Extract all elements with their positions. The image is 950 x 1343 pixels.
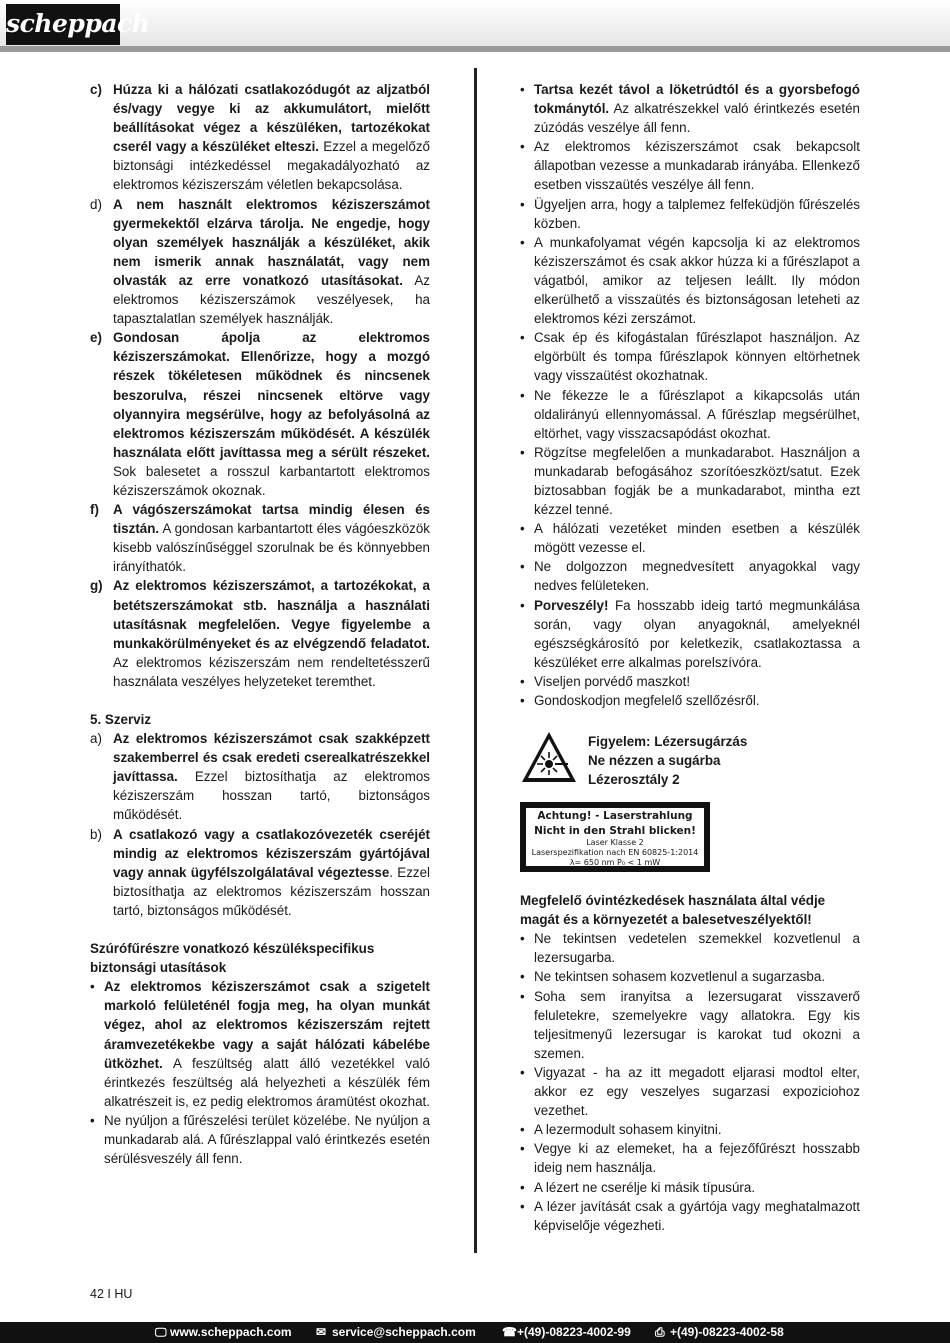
bullet-item: • Az elektromos kéziszerszámot csak bekapcsolt állapotban vezesse a munkadarab irányába. Ellenkező esetben visszaütés veszélye áll fenn. bbox=[520, 139, 860, 193]
column-divider bbox=[474, 68, 477, 1253]
footer-bar bbox=[0, 1322, 950, 1343]
rule-e: e) Gondosan ápolja az elektromos kéziszerszámokat. Ellenőrizze, hogy a mozgó részek tökéletesen működnek és nincsenek beszorulva, részei nincsenek eltörve vagy olyannyira megsérülve, hogy az befolyásolná az elektromos kéziszerszám működését. A készülék használata előtt javíttassa meg a sérült részeket. Sok balesetet a rosszul karbantartott elektromos kéziszerszámok okoznak. bbox=[90, 330, 430, 498]
rule-marker: f) bbox=[90, 502, 99, 518]
bullet-item: • A lézer javítását csak a gyártója vagy meghatalmazott képviselője végezheti. bbox=[520, 1198, 860, 1233]
label-class: Laser Klasse 2 bbox=[586, 838, 644, 848]
page-number: 42 I HU bbox=[90, 1287, 133, 1301]
bullet-item: • A lezermodult sohasem kinyitni. bbox=[520, 1120, 860, 1139]
bullet-item: • Viseljen porvédő maszkot! bbox=[520, 672, 860, 691]
fax-number: +(49)-08223-4002-58 bbox=[670, 1325, 784, 1339]
rule-d: d) A nem használt elektromos kéziszerszámot gyermekektől elzárva tárolja. Ne engedje, hogy olyan személyek használják a készüléket, akik nem ismerik annak használatát, vagy nem olvasták az erre vonatkozó utasításokat. Az elektromos kéziszerszámok veszélyesek, ha tapasztalatlan személyek használják. bbox=[90, 196, 431, 327]
bullet-icon: • bbox=[520, 1198, 525, 1214]
bullet-icon: • bbox=[520, 444, 525, 460]
bullet-icon: • bbox=[520, 673, 525, 689]
rule-marker: b) bbox=[90, 826, 102, 842]
bullet-item: • Gondoskodjon megfelelő szellőzésről. bbox=[520, 691, 860, 710]
bullet-icon: • bbox=[520, 1179, 525, 1195]
laser-warning bbox=[520, 730, 860, 790]
label-values: λ= 650 nm P₀ < 1 mW bbox=[569, 858, 661, 868]
bullet-item: • Ne tekintsen vedetelen szemekkel kozvetlenul a lezersugarba. bbox=[520, 931, 860, 966]
bullet-icon: • bbox=[520, 139, 525, 155]
rule-c: c) Húzza ki a hálózati csatlakozódugót az aljzatból és/vagy vegye ki az akkumulátort, mielőtt beállításokat végez a készüléken, tartozékokat cserél vagy a készüléket elteszi. Ezzel a megelőző biztonsági intézkedéssel megakadályozható az elektromos kéziszerszám véletlen bekapcsolása. bbox=[90, 82, 430, 193]
service-heading: 5. Szerviz bbox=[90, 712, 152, 727]
bullet-icon: • bbox=[520, 387, 525, 403]
bullet-icon: • bbox=[90, 979, 95, 995]
bullet-icon: • bbox=[520, 330, 525, 346]
bullet-icon: • bbox=[520, 931, 525, 947]
bullet-item: • A munkafolyamat végén kapcsolja ki az elektromos kéziszerszámot és csak akkor húzza ki a fűrészlapot a vágatból, amikor az teljesen leállt. Ily módon elkerülhető a visszaütés és biztonságosan leteheti az elektromos kézi zerszámot. bbox=[520, 234, 860, 327]
rule-marker: g) bbox=[90, 578, 103, 594]
phone-icon: ☎ bbox=[502, 1325, 517, 1339]
rule-marker: c) bbox=[90, 82, 102, 97]
bullet-icon: • bbox=[520, 82, 525, 97]
laser-warning-text: Figyelem: Lézersugárzás Ne nézzen a sugárba Lézerosztály 2 bbox=[588, 734, 748, 788]
bullet-item: • A hálózati vezetéket minden esetben a készülék mögött vezesse el. bbox=[520, 521, 860, 556]
bullet-item: • Ne tekintsen sohasem kozvetlenul a sugarzasba. bbox=[520, 967, 860, 986]
rule-marker: d) bbox=[90, 196, 102, 212]
service-rule-a: a) Az elektromos kéziszerszámot csak szakképzett szakemberrel és csak eredeti cserealkatrészekkel javíttassa. Ezzel biztosíthatja az elektromos kéziszerszám hosszan tartó, biztonságos működését. bbox=[90, 731, 430, 823]
bullet-item: • Ne dolgozzon megnedvesített anyagokkal vagy nedves felületeken. bbox=[520, 559, 860, 594]
bullet-icon: • bbox=[520, 234, 525, 250]
website-link[interactable]: www.scheppach.com bbox=[170, 1325, 292, 1339]
specific-safety-heading: Szúrófűrészre vonatkozó készülékspecifikus biztonsági utasítások bbox=[90, 941, 375, 976]
rule-f: f) A vágószerszámokat tartsa mindig élesen és tisztán. A gondosan karbantartott éles vágóeszközök kisebb valószínűséggel szorulnak be és könnyebben irányíthatók. bbox=[90, 502, 430, 575]
email-link[interactable]: service@scheppach.com bbox=[332, 1325, 476, 1339]
rule-g: g) Az elektromos kéziszerszámot, a tartozékokat, a betétszerszámokat stb. használja a használati utasításnak megfelelően. Vegye figyelembe a munkakörülményeket és az elvégzendő feladatot. Az elektromos kéziszerszám nem rendeltetésszerű használata veszélyes helyzeteket teremthet. bbox=[90, 578, 430, 689]
laser-warning-icon bbox=[520, 730, 578, 784]
service-rule-b: b) A csatlakozó vagy a csatlakozóvezeték cseréjét mindig az elektromos kéziszerszám gyártójával vagy annak ügyfélszolgálatával végeztesse. Ezzel biztosíthatja az elektromos kéziszerszám hosszan tartó, biztonságos működését. bbox=[90, 826, 431, 918]
bullet-item: • A lézert ne cserélje ki másik típusúra. bbox=[520, 1178, 860, 1197]
bullet-item: • Porveszély! Fa hosszabb ideig tartó megmunkálása során, vagy olyan anyagoknál, amelyeknél egészségkárosító por keletkezik, csatlakoztassa a készüléket erre alkalmas porelszívóra. bbox=[520, 597, 860, 670]
bullet-item: • Ne fékezze le a fűrészlapot a kikapcsolás után oldalirányú ellennyomással. A fűrészlap megsérülhet, eltörhet, vagy visszacsapódást okozhat. bbox=[520, 387, 860, 441]
bullet-item: • Soha sem iranyitsa a lezersugarat visszaverő feluletekre, szemelyekre vagy allatokra. Egy kis teljesitmenyű lezersugar is karokat tud okozni a szemen. bbox=[520, 988, 860, 1061]
right-column bbox=[520, 80, 860, 1235]
label-title: Achtung! - Laserstrahlung bbox=[537, 810, 693, 823]
monitor-icon: 🖵 bbox=[155, 1325, 167, 1339]
scheppach-logo: scheppach bbox=[6, 4, 120, 45]
laser-safety-heading: Megfelelő óvintézkedések használata által védje magát és a környezetét a balesetveszélyektől! bbox=[520, 893, 826, 928]
label-spec: Laserspezifikation nach EN 60825-1:2014 bbox=[531, 848, 699, 858]
bullet-icon: • bbox=[520, 1141, 525, 1157]
fax-icon: ⎙ bbox=[655, 1325, 665, 1339]
rule-marker: e) bbox=[90, 330, 102, 346]
bullet-icon: • bbox=[520, 693, 525, 708]
bullet-icon: • bbox=[520, 559, 525, 575]
bullet-icon: • bbox=[520, 988, 525, 1004]
bullet-icon: • bbox=[520, 969, 525, 985]
header-rule bbox=[0, 46, 950, 52]
phone-number: +(49)-08223-4002-99 bbox=[517, 1325, 631, 1339]
bullet-icon: • bbox=[520, 597, 525, 613]
bullet-item: • Vegye ki az elemeket, ha a fejezőfűrészt hosszabb ideig nem használja. bbox=[520, 1141, 860, 1176]
bullet-icon: • bbox=[520, 1122, 525, 1138]
bullet-icon: • bbox=[90, 1112, 95, 1128]
bullet-item: • Csak ép és kifogástalan fűrészlapot használjon. Az elgörbült és tompa fűrészlapok könnyen eltörhetnek vagy visszaütést okozhatnak. bbox=[520, 330, 860, 384]
bullet-icon: • bbox=[520, 196, 525, 212]
bullet-item: • Tartsa kezét távol a löketrúdtól és a gyorsbefogó tokmánytól. Az alkatrészekkel való érintkezés esetén zúzódás veszélye áll fenn. bbox=[520, 82, 860, 136]
bullet-item: • Az elektromos kéziszerszámot csak a szigetelt markoló felületénél fogja meg, ha olyan munkát végez, ahol az elektromos kéziszerszám rejtett áramvezetékekbe vagy a saját hálózati kábelébe ütközhet. A feszültség alatt álló vezetékkel való érintkezés feszültség alá helyezheti a készülék fém alkatrészeit is, ez pedig elektromos áramütést okozhat. bbox=[90, 979, 430, 1109]
bullet-icon: • bbox=[520, 1064, 525, 1080]
bullet-item: • Ne nyúljon a fűrészelési terület közelébe. Ne nyúljon a munkadarab alá. A fűrészlappal való érintkezés esetén sérülésveszély áll fenn. bbox=[90, 1112, 430, 1167]
rule-marker: a) bbox=[90, 731, 102, 747]
bullet-item: • Vigyazat - ha az itt megadott eljarasi modtol elter, akkor ez egy veszelyes sugarzasi expoziciohoz vezethet. bbox=[520, 1064, 860, 1119]
bullet-icon: • bbox=[520, 521, 525, 537]
left-column bbox=[90, 80, 430, 1168]
label-subtitle: Nicht in den Strahl blicken! bbox=[534, 825, 696, 838]
mail-icon: ✉ bbox=[316, 1325, 327, 1339]
bullet-item: • Ügyeljen arra, hogy a talplemez felfeküdjön fűrészelés közben. bbox=[520, 196, 860, 231]
laser-label bbox=[520, 802, 710, 872]
bullet-item: • Rögzítse megfelelően a munkadarabot. Használjon a munkadarab befogásához szorítóeszközt/satut. Ezek biztosabban fogják be a munkadarabot, mintha ezt kézzel tenné. bbox=[520, 444, 860, 518]
